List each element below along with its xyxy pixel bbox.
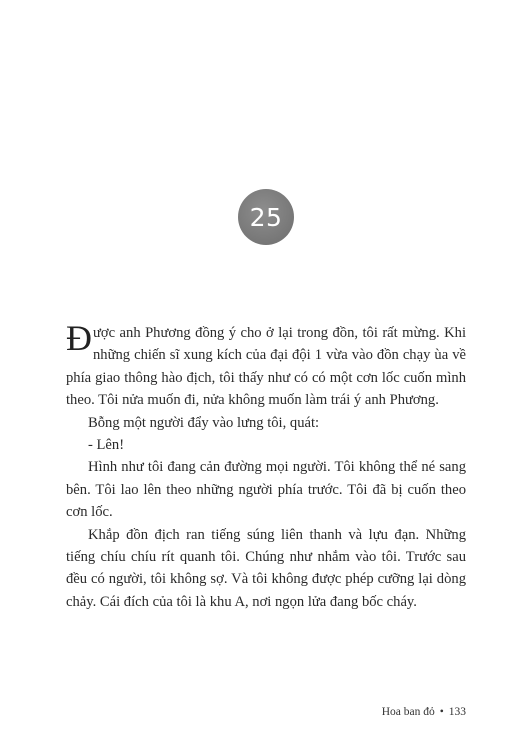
paragraph-1-text: ược anh Phương đồng ý cho ở lại trong đồn, tôi rất mừng. Khi những chiến sĩ xung kích của đại đội 1 vừa vào đồn chạy ùa về phía giao thông hào địch, tôi thấy như có có một cơn lốc cuốn mình theo. Tôi nửa muốn đi, nửa không muốn làm trái ý anh Phương. — [66, 325, 466, 409]
chapter-body — [66, 318, 466, 613]
footer-separator: • — [439, 706, 444, 718]
paragraph-4: Hình như tôi đang cản đường mọi người. Tôi không thể né sang bên. Tôi lao lên theo những người phía trước. Tôi đã bị cuốn theo cơn lốc. — [66, 459, 466, 521]
paragraph-1 — [66, 318, 466, 412]
paragraph-2: Bỗng một người đẩy vào lưng tôi, quát: — [88, 414, 320, 431]
drop-cap: Đ — [66, 318, 92, 358]
chapter-number: 25 — [249, 202, 283, 232]
paragraph-3: - Lên! — [88, 437, 125, 454]
page-footer — [382, 706, 466, 718]
paragraph-5: Khắp đồn địch ran tiếng súng liên thanh và lựu đạn. Những tiếng chíu chíu rít quanh tôi. Chúng như nhắm vào tôi. Trước sau đều có người, tôi không sợ. Và tôi không được phép cưỡng lại dòng chảy. Cái đích của tôi là khu A, nơi ngọn lửa đang bốc cháy. — [66, 526, 466, 610]
chapter-number-badge — [238, 189, 294, 245]
book-title: Hoa ban đỏ — [381, 706, 435, 718]
page-number: 133 — [448, 706, 466, 718]
